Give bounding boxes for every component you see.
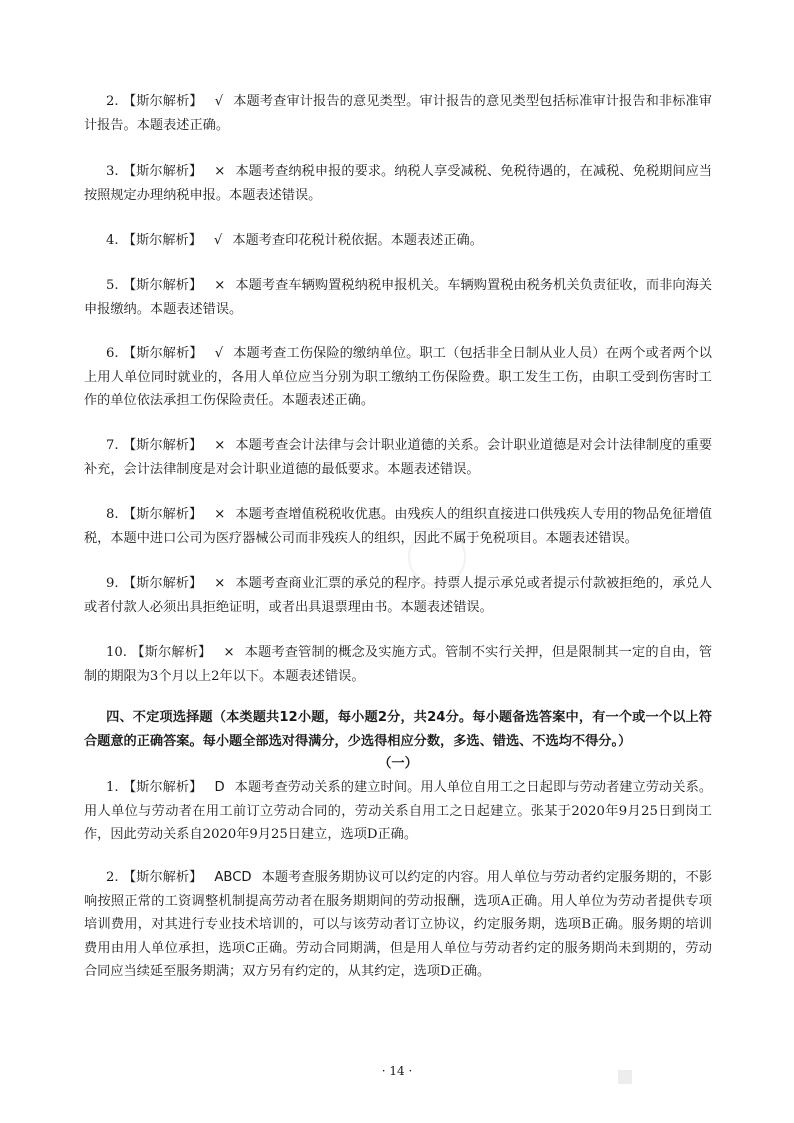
answer-item-mc-1: 1. 【斯尔解析】 D 本题考查劳动关系的建立时间。用人单位自用工之日起即与劳动者建立劳动关系。用人单位与劳动者在用工前订立劳动合同的，劳动关系自用工之日起建立。张某于2020年9月25日到岗工作，因此劳动关系自2020年9月25日建立，选项D正确。 <box>84 780 713 842</box>
answer-item-8: 8. 【斯尔解析】 × 本题考查增值税税收优惠。由残疾人的组织直接进口供残疾人专用的物品免征增值税，本题中进口公司为医疗器械公司而非残疾人的组织，因此不属于免税项目。本题表述错误。 <box>84 507 713 546</box>
answer-item-5: 5. 【斯尔解析】 × 本题考查车辆购置税纳税申报机关。车辆购置税由税务机关负责征收，而非向海关申报缴纳。本题表述错误。 <box>84 278 713 317</box>
corner-mark <box>618 1070 632 1084</box>
section-heading: 四、不定项选择题（本类题共12小题，每小题2分，共24分。每小题备选答案中，有一个或一个以上符合题意的正确答案。每小题全部选对得满分，少选得相应分数，多选、错选、不选均不得分。） <box>84 710 712 749</box>
answer-item-3: 3. 【斯尔解析】 × 本题考查纳税申报的要求。纳税人享受减税、免税待遇的，在减税、免税期间应当按照规定办理纳税申报。本题表述错误。 <box>84 164 713 203</box>
answer-item-mc-2: 2. 【斯尔解析】 ABCD 本题考查服务期协议可以约定的内容。用人单位与劳动者约定服务期的，不影响按照正常的工资调整机制提高劳动者在服务期期间的劳动报酬，选项A正确。用人单位为劳动者提供专项培训费用，对其进行专业技术培训的，可以与该劳动者订立协议，约定服务期，选项B正确。服务期的培训费用由用人单位承担，选项C正确。劳动合同期满，但是用人单位与劳动者约定的服务期尚未到期的，劳动合同应当续延至服务期满；双方另有约定的，从其约定，选项D正确。 <box>84 870 713 979</box>
sub-heading: （一） <box>378 756 418 771</box>
page-number: · 14 · <box>381 1064 413 1078</box>
answer-item-9: 9. 【斯尔解析】 × 本题考查商业汇票的承兑的程序。持票人提示承兑或者提示付款被拒绝的，承兑人或者付款人必须出具拒绝证明，或者出具退票理由书。本题表述错误。 <box>84 576 713 615</box>
answer-item-6: 6. 【斯尔解析】 √ 本题考查工伤保险的缴纳单位。职工（包括非全日制从业人员）在两个或者两个以上用人单位同时就业的，各用人单位应当分别为职工缴纳工伤保险费。职工发生工伤，由职工受到伤害时工作的单位依法承担工伤保险责任。本题表述正确。 <box>84 346 712 408</box>
answer-item-7: 7. 【斯尔解析】 × 本题考查会计法律与会计职业道德的关系。会计职业道德是对会计法律制度的重要补充，会计法律制度是对会计职业道德的最低要求。本题表述错误。 <box>84 438 713 477</box>
answer-item-4: 4. 【斯尔解析】 √ 本题考查印花税计税依据。本题表述正确。 <box>106 233 483 248</box>
answer-item-10: 10. 【斯尔解析】 × 本题考查管制的概念及实施方式。管制不实行关押，但是限制其一定的自由，管制的期限为3个月以上2年以下。本题表述错误。 <box>84 645 713 684</box>
answer-item-2: 2. 【斯尔解析】 √ 本题考查审计报告的意见类型。审计报告的意见类型包括标准审计报告和非标准审计报告。本题表述正确。 <box>84 94 712 133</box>
